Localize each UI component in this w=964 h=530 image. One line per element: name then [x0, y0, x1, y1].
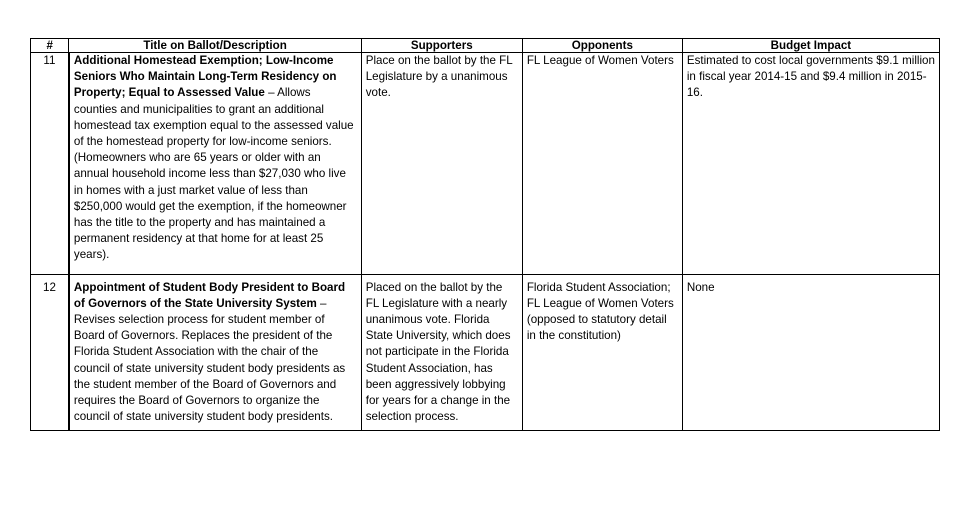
budget-impact-cell: None	[682, 274, 939, 431]
row-number: 11	[31, 53, 69, 275]
header-supporters: Supporters	[361, 39, 522, 53]
title-description-cell	[69, 274, 361, 431]
header-opponents: Opponents	[522, 39, 682, 53]
header-title: Title on Ballot/Description	[69, 39, 361, 53]
table-row	[31, 274, 940, 431]
ballot-description: – Allows counties and municipalities to grant an additional homestead tax exemption equal to the assessed value of the homestead property for low-income seniors. (Homeowners who are 65 years or older with an annual household income less than $27,030 who live in homes with a just market value of less than $250,000 would get the exemption, if the homeowner has the title to the property and has maintained a permanent residency at that home for at least 25 years).	[73, 86, 354, 262]
header-budget-impact: Budget Impact	[682, 39, 939, 53]
supporters-cell: Place on the ballot by the FL Legislature by a unanimous vote.	[361, 53, 522, 275]
header-number: #	[31, 39, 69, 53]
budget-impact-cell: Estimated to cost local governments $9.1 million in fiscal year 2014-15 and $9.4 million in 2015-16.	[682, 53, 939, 275]
ballot-description: – Revises selection process for student member of Board of Governors. Replaces the president of the Florida Student Association with the chair of the council of state university student body presidents as the student member of the Board of Governors and requires the Board of Governors to organize the council of state university student body presidents.	[73, 296, 346, 424]
row-number: 12	[31, 274, 69, 431]
table-row	[31, 53, 940, 275]
opponents-cell: FL League of Women Voters	[522, 53, 682, 275]
table-header-row	[31, 39, 940, 53]
ballot-title: Appointment of Student Body President to Board of Governors of the State University System	[73, 280, 346, 310]
ballot-amendments-table	[30, 38, 940, 431]
title-description-cell	[69, 53, 361, 275]
opponents-cell: Florida Student Association; FL League of Women Voters (opposed to statutory detail in the constitution)	[522, 274, 682, 431]
supporters-cell: Placed on the ballot by the FL Legislature with a nearly unanimous vote. Florida State University, which does not participate in the Florida Student Association, has been aggressively lobbying for years for a change in the selection process.	[361, 274, 522, 431]
ballot-title: Additional Homestead Exemption; Low-Income Seniors Who Maintain Long-Term Residency on Property; Equal to Assessed Value	[73, 54, 337, 100]
